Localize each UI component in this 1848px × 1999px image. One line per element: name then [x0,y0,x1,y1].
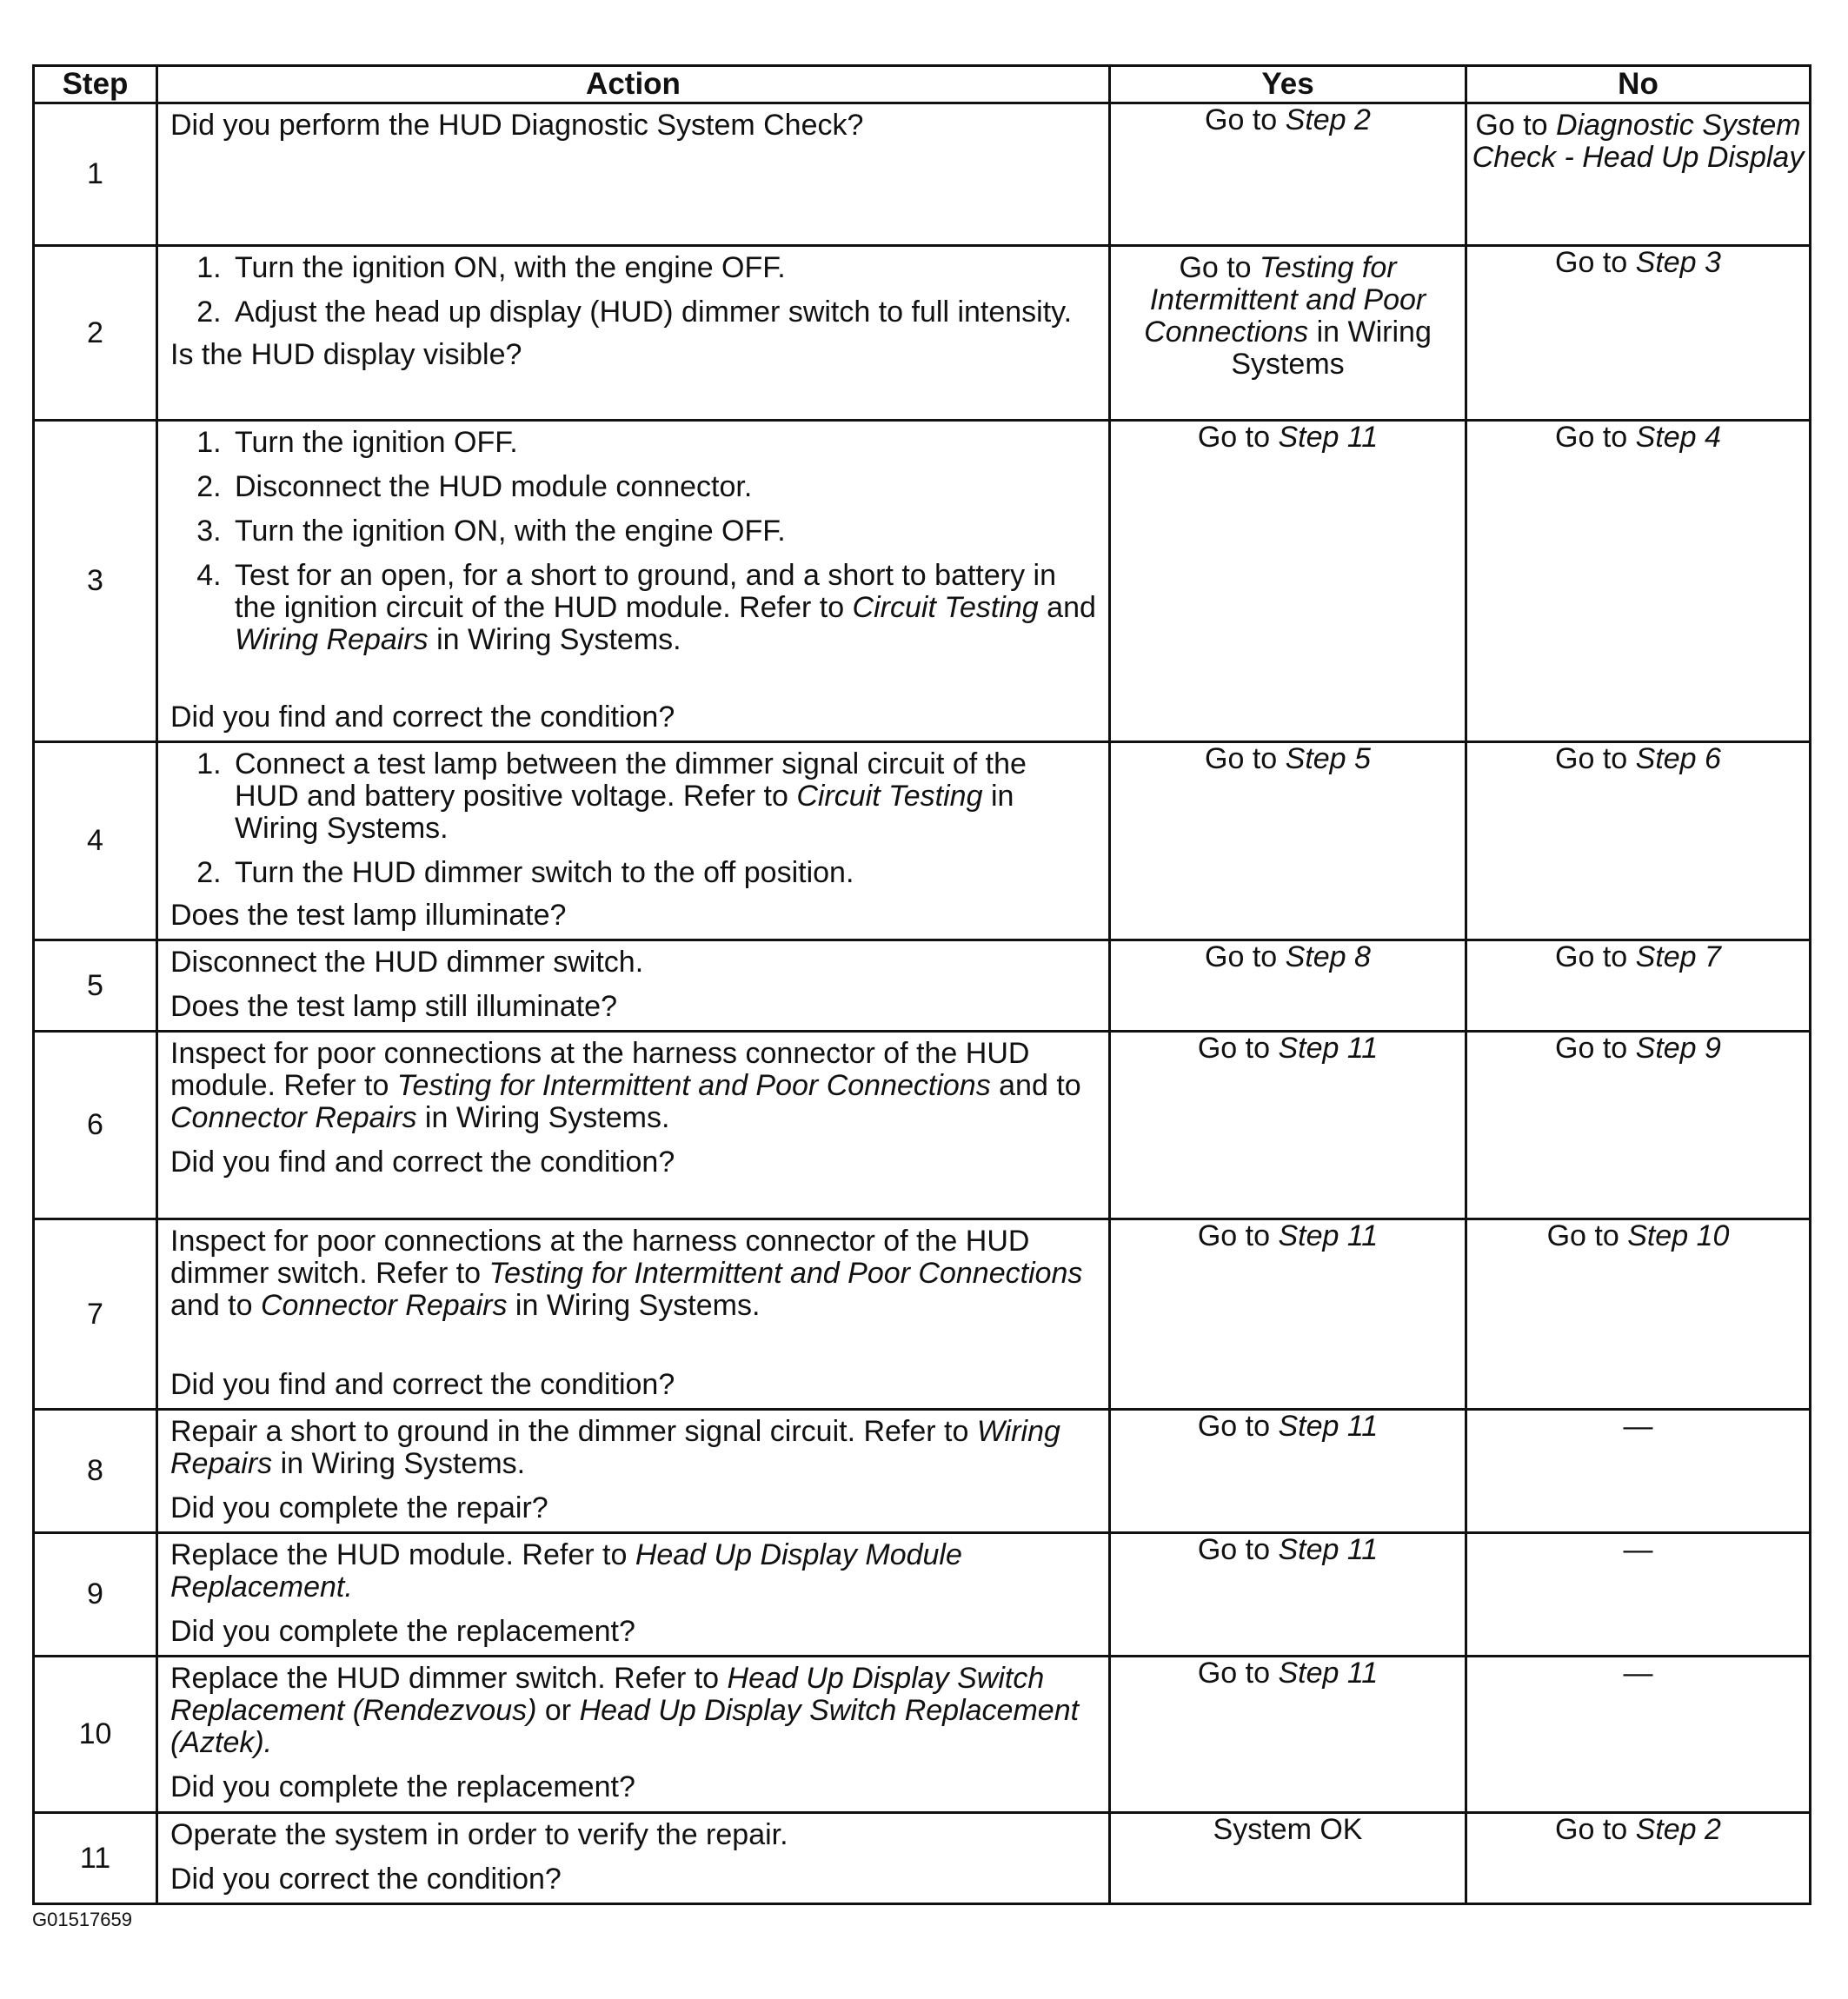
step-number: 1 [34,103,157,246]
no-result: Go to Step 7 [1555,940,1721,973]
step-link[interactable]: Step 4 [1635,421,1721,454]
procedure-link[interactable]: Testing for Intermittent and Poor Connections [1144,251,1426,349]
table-row [34,246,1811,421]
yes-result: Go to Step 2 [1205,103,1371,136]
action-text: Inspect for poor connections at the harness connector of the HUD module. Refer to Testing for Intermittent and Poor Connections and to Connector Repairs in Wiring Systems. [170,1037,1081,1134]
yes-cell [1110,1219,1466,1410]
step-link[interactable]: Step 11 [1278,1219,1379,1252]
procedure-link[interactable]: Head Up Display Switch Replacement (Aztek). [170,1694,1080,1759]
action-list [170,748,1098,889]
no-cell [1466,940,1811,1032]
step-number: 8 [34,1410,157,1533]
procedure-link[interactable]: Head Up Display Module Replacement. [170,1538,962,1604]
no-result: — [1623,1533,1653,1566]
no-result: — [1623,1657,1653,1690]
list-item: 1. Connect a test lamp between the dimmer signal circuit of the HUD and battery positive voltage. Refer to Circuit Testing in Wiring Systems. [229,748,1098,845]
header-step: Step [34,66,157,103]
step-number: 5 [34,940,157,1032]
action-text: Replace the HUD dimmer switch. Refer to Head Up Display Switch Replacement (Rendezvous) or Head Up Display Switch Replacement (Aztek). [170,1662,1080,1759]
no-result: Go to Diagnostic System Check - Head Up Display [1472,109,1805,174]
yes-result: Go to Step 11 [1197,421,1379,454]
action-question: Did you complete the replacement? [170,1615,635,1648]
procedure-link[interactable]: Testing for Intermittent and Poor Connections [396,1069,991,1102]
step-link[interactable]: Step 9 [1635,1032,1721,1065]
action-cell [157,103,1110,246]
action-question: Did you correct the condition? [170,1863,562,1896]
step-link[interactable]: Step 5 [1285,742,1371,775]
procedure-link[interactable]: Connector Repairs [260,1289,508,1322]
step-link[interactable]: Step 11 [1278,1533,1379,1566]
step-link[interactable]: Step 7 [1635,940,1721,973]
step-number: 7 [34,1219,157,1410]
action-text: Inspect for poor connections at the harness connector of the HUD dimmer switch. Refer to Testing for Intermittent and Poor Connections and to Connector Repairs in Wiring Systems. [170,1225,1083,1322]
yes-result: Go to Step 11 [1197,1410,1379,1443]
yes-cell [1110,1657,1466,1813]
action-question: Did you find and correct the condition? [170,701,675,734]
yes-result: Go to Step 11 [1197,1657,1379,1690]
no-cell [1466,1813,1811,1904]
list-item: 2. Adjust the head up display (HUD) dimmer switch to full intensity. [229,296,1098,329]
no-cell [1466,1219,1811,1410]
table-row [34,742,1811,940]
action-cell [157,1219,1110,1410]
yes-cell [1110,246,1466,421]
no-result: Go to Step 4 [1555,421,1721,454]
step-number: 11 [34,1813,157,1904]
step-link[interactable]: Step 11 [1278,1657,1379,1690]
action-text: Replace the HUD module. Refer to Head Up Display Module Replacement. [170,1538,962,1604]
step-number: 4 [34,742,157,940]
table-row [34,1032,1811,1219]
list-item: 1. Turn the ignition ON, with the engine OFF. [229,252,1098,284]
header-no: No [1466,66,1811,103]
no-cell [1466,1032,1811,1219]
no-cell [1466,1657,1811,1813]
action-question: Does the test lamp still illuminate? [170,990,618,1023]
yes-cell [1110,421,1466,742]
no-cell [1466,421,1811,742]
figure-id: G01517659 [32,1909,132,1930]
yes-result: Go to Step 11 [1197,1219,1379,1252]
no-result: Go to Step 2 [1555,1813,1721,1846]
list-item: 4. Test for an open, for a short to ground, and a short to battery in the ignition circuit of the HUD module. Refer to Circuit Testing and Wiring Repairs in Wiring Systems. [229,560,1098,656]
no-result: — [1623,1410,1653,1443]
yes-cell [1110,1410,1466,1533]
yes-cell [1110,742,1466,940]
step-number: 6 [34,1032,157,1219]
no-cell [1466,246,1811,421]
action-question: Does the test lamp illuminate? [170,899,567,932]
action-question: Did you complete the repair? [170,1491,548,1524]
step-link[interactable]: Step 11 [1278,1410,1379,1443]
table-row [34,1657,1811,1813]
procedure-link[interactable]: Testing for Intermittent and Poor Connections [489,1257,1083,1290]
no-cell [1466,742,1811,940]
step-link[interactable]: Step 2 [1285,103,1371,136]
yes-result: Go to Step 11 [1197,1533,1379,1566]
yes-cell [1110,940,1466,1032]
table-row [34,421,1811,742]
action-question: Did you find and correct the condition? [170,1368,675,1401]
action-cell [157,1657,1110,1813]
list-item: 1. Turn the ignition OFF. [229,427,1098,459]
action-question: Did you find and correct the condition? [170,1146,675,1179]
procedure-link[interactable]: Diagnostic System Check - Head Up Display [1472,109,1805,174]
header-action: Action [157,66,1110,103]
step-number: 10 [34,1657,157,1813]
no-result: Go to Step 3 [1555,246,1721,279]
step-link[interactable]: Step 6 [1635,742,1721,775]
procedure-link[interactable]: Connector Repairs [170,1101,417,1134]
procedure-link[interactable]: Wiring Repairs [170,1415,1060,1480]
table-row [34,940,1811,1032]
action-cell [157,1410,1110,1533]
yes-result: Go to Testing for Intermittent and Poor Connections in Wiring Systems [1144,251,1432,381]
step-link[interactable]: Step 11 [1278,421,1379,454]
step-number: 3 [34,421,157,742]
no-cell [1466,1533,1811,1657]
step-link[interactable]: Step 3 [1635,246,1721,279]
step-number: 2 [34,246,157,421]
step-link[interactable]: Step 2 [1635,1813,1721,1846]
no-result: Go to Step 10 [1546,1219,1730,1252]
procedure-link[interactable]: Circuit Testing [796,780,983,813]
action-cell [157,421,1110,742]
action-list [170,427,1098,656]
diagnostic-table [32,64,1811,1905]
table-row [34,1533,1811,1657]
table-row [34,1219,1811,1410]
action-text: Did you perform the HUD Diagnostic System Check? [170,109,864,142]
table-row [34,1813,1811,1904]
action-question: Did you complete the replacement? [170,1770,635,1803]
action-cell [157,1032,1110,1219]
no-result: Go to Step 9 [1555,1032,1721,1065]
table-header-row [34,66,1811,103]
yes-result: Go to Step 5 [1205,742,1371,775]
yes-cell [1110,103,1466,246]
action-cell [157,1813,1110,1904]
action-cell [157,742,1110,940]
procedure-link[interactable]: Circuit Testing [852,591,1039,624]
yes-result: Go to Step 8 [1205,940,1371,973]
yes-cell [1110,1533,1466,1657]
yes-result: Go to Step 11 [1197,1032,1379,1065]
action-cell [157,1533,1110,1657]
yes-cell [1110,1032,1466,1219]
list-item: 2. Turn the HUD dimmer switch to the off position. [229,857,1098,889]
action-text: Disconnect the HUD dimmer switch. [170,946,644,979]
action-question: Is the HUD display visible? [170,338,522,371]
list-item: 2. Disconnect the HUD module connector. [229,471,1098,503]
procedure-link[interactable]: Wiring Repairs [235,623,429,656]
table-row [34,103,1811,246]
no-cell [1466,103,1811,246]
step-link[interactable]: Step 11 [1278,1032,1379,1065]
yes-result: System OK [1213,1813,1363,1846]
table-row [34,1410,1811,1533]
procedure-link[interactable]: Head Up Display Switch Replacement (Rendezvous) [170,1662,1045,1727]
action-cell [157,940,1110,1032]
action-list [170,252,1098,329]
step-link[interactable]: Step 10 [1627,1219,1730,1252]
no-cell [1466,1410,1811,1533]
list-item: 3. Turn the ignition ON, with the engine OFF. [229,515,1098,548]
header-yes: Yes [1110,66,1466,103]
no-result: Go to Step 6 [1555,742,1721,775]
action-cell [157,246,1110,421]
yes-cell [1110,1813,1466,1904]
step-number: 9 [34,1533,157,1657]
action-text: Repair a short to ground in the dimmer signal circuit. Refer to Wiring Repairs in Wiring Systems. [170,1415,1060,1480]
step-link[interactable]: Step 8 [1285,940,1371,973]
action-text: Operate the system in order to verify the repair. [170,1818,788,1851]
